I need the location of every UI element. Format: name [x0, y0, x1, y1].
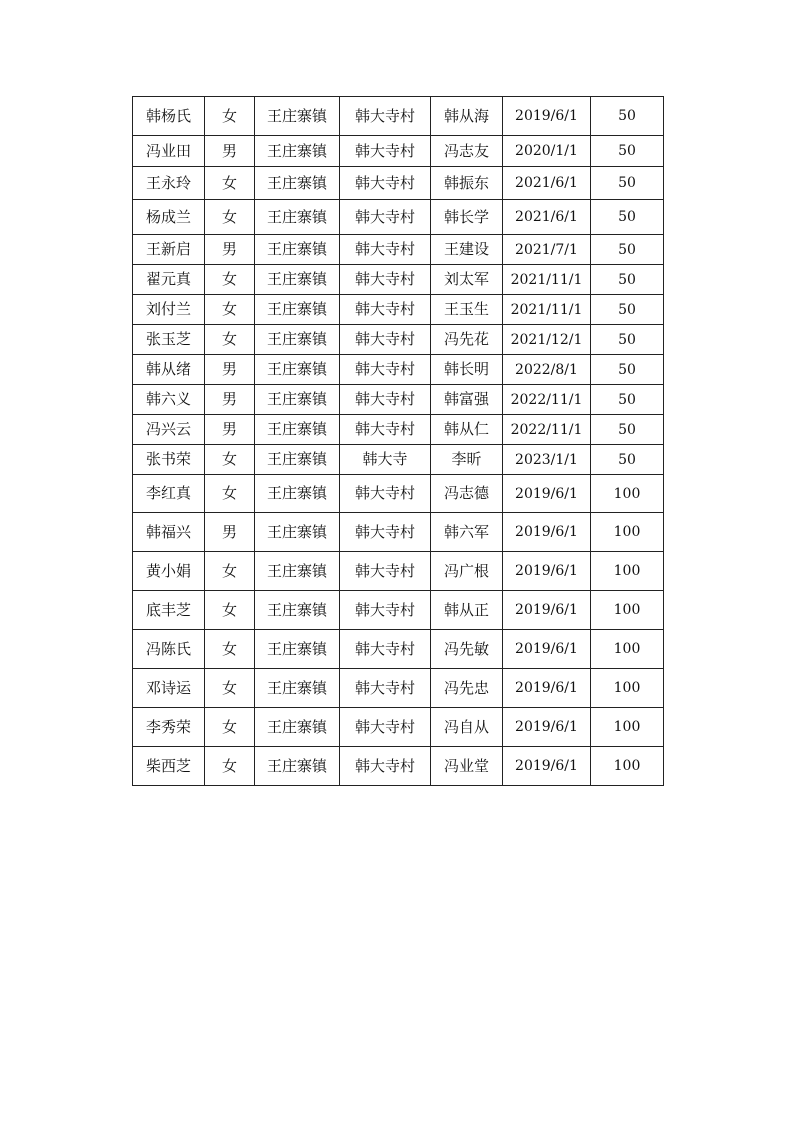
gender-cell: 男 — [205, 355, 255, 385]
village-cell: 韩大寺村 — [340, 415, 431, 445]
name-cell: 韩从绪 — [133, 355, 205, 385]
date-cell: 2023/1/1 — [503, 445, 591, 475]
gender-cell: 女 — [205, 708, 255, 747]
table-body — [133, 97, 664, 786]
name-cell: 冯陈氏 — [133, 630, 205, 669]
town-cell: 王庄寨镇 — [255, 325, 340, 355]
table-row — [133, 591, 664, 630]
contact-cell: 韩富强 — [431, 385, 503, 415]
amount-cell: 100 — [591, 513, 664, 552]
date-cell: 2019/6/1 — [503, 475, 591, 513]
name-cell: 冯业田 — [133, 136, 205, 167]
town-cell: 王庄寨镇 — [255, 630, 340, 669]
date-cell: 2021/6/1 — [503, 200, 591, 235]
table-row — [133, 708, 664, 747]
table-row — [133, 445, 664, 475]
date-cell: 2022/11/1 — [503, 385, 591, 415]
amount-cell: 50 — [591, 265, 664, 295]
village-cell: 韩大寺村 — [340, 167, 431, 200]
contact-cell: 韩六军 — [431, 513, 503, 552]
table-row — [133, 513, 664, 552]
amount-cell: 50 — [591, 136, 664, 167]
amount-cell: 100 — [591, 475, 664, 513]
name-cell: 李红真 — [133, 475, 205, 513]
name-cell: 翟元真 — [133, 265, 205, 295]
gender-cell: 女 — [205, 552, 255, 591]
contact-cell: 韩从正 — [431, 591, 503, 630]
date-cell: 2019/6/1 — [503, 513, 591, 552]
village-cell: 韩大寺村 — [340, 295, 431, 325]
village-cell: 韩大寺村 — [340, 235, 431, 265]
name-cell: 柴西芝 — [133, 747, 205, 786]
town-cell: 王庄寨镇 — [255, 708, 340, 747]
village-cell: 韩大寺村 — [340, 513, 431, 552]
town-cell: 王庄寨镇 — [255, 355, 340, 385]
town-cell: 王庄寨镇 — [255, 669, 340, 708]
village-cell: 韩大寺村 — [340, 630, 431, 669]
contact-cell: 冯志德 — [431, 475, 503, 513]
town-cell: 王庄寨镇 — [255, 200, 340, 235]
town-cell: 王庄寨镇 — [255, 747, 340, 786]
gender-cell: 女 — [205, 630, 255, 669]
amount-cell: 50 — [591, 167, 664, 200]
gender-cell: 男 — [205, 385, 255, 415]
gender-cell: 女 — [205, 265, 255, 295]
name-cell: 张书荣 — [133, 445, 205, 475]
town-cell: 王庄寨镇 — [255, 295, 340, 325]
village-cell: 韩大寺村 — [340, 97, 431, 136]
contact-cell: 冯先敏 — [431, 630, 503, 669]
village-cell: 韩大寺村 — [340, 669, 431, 708]
town-cell: 王庄寨镇 — [255, 385, 340, 415]
gender-cell: 女 — [205, 200, 255, 235]
date-cell: 2022/11/1 — [503, 415, 591, 445]
contact-cell: 冯志友 — [431, 136, 503, 167]
name-cell: 王新启 — [133, 235, 205, 265]
village-cell: 韩大寺村 — [340, 355, 431, 385]
contact-cell: 韩振东 — [431, 167, 503, 200]
amount-cell: 50 — [591, 235, 664, 265]
name-cell: 王永玲 — [133, 167, 205, 200]
table-row — [133, 630, 664, 669]
date-cell: 2019/6/1 — [503, 591, 591, 630]
table-row — [133, 552, 664, 591]
contact-cell: 冯业堂 — [431, 747, 503, 786]
amount-cell: 100 — [591, 552, 664, 591]
name-cell: 杨成兰 — [133, 200, 205, 235]
date-cell: 2019/6/1 — [503, 630, 591, 669]
town-cell: 王庄寨镇 — [255, 591, 340, 630]
contact-cell: 韩从仁 — [431, 415, 503, 445]
table-row — [133, 167, 664, 200]
name-cell: 邓诗运 — [133, 669, 205, 708]
date-cell: 2019/6/1 — [503, 97, 591, 136]
gender-cell: 女 — [205, 747, 255, 786]
table-row — [133, 415, 664, 445]
name-cell: 韩六义 — [133, 385, 205, 415]
village-cell: 韩大寺村 — [340, 265, 431, 295]
table-row — [133, 747, 664, 786]
contact-cell: 韩长明 — [431, 355, 503, 385]
village-cell: 韩大寺村 — [340, 475, 431, 513]
table-row — [133, 265, 664, 295]
name-cell: 黄小娟 — [133, 552, 205, 591]
date-cell: 2019/6/1 — [503, 747, 591, 786]
date-cell: 2019/6/1 — [503, 669, 591, 708]
contact-cell: 冯广根 — [431, 552, 503, 591]
gender-cell: 女 — [205, 295, 255, 325]
name-cell: 刘付兰 — [133, 295, 205, 325]
town-cell: 王庄寨镇 — [255, 235, 340, 265]
date-cell: 2021/11/1 — [503, 295, 591, 325]
name-cell: 李秀荣 — [133, 708, 205, 747]
contact-cell: 刘太军 — [431, 265, 503, 295]
table-row — [133, 235, 664, 265]
village-cell: 韩大寺村 — [340, 708, 431, 747]
table-row — [133, 669, 664, 708]
date-cell: 2021/7/1 — [503, 235, 591, 265]
date-cell: 2019/6/1 — [503, 708, 591, 747]
table-row — [133, 136, 664, 167]
gender-cell: 女 — [205, 591, 255, 630]
table-row — [133, 97, 664, 136]
table-row — [133, 475, 664, 513]
date-cell: 2020/1/1 — [503, 136, 591, 167]
town-cell: 王庄寨镇 — [255, 445, 340, 475]
gender-cell: 女 — [205, 669, 255, 708]
town-cell: 王庄寨镇 — [255, 475, 340, 513]
amount-cell: 50 — [591, 385, 664, 415]
contact-cell: 冯自从 — [431, 708, 503, 747]
town-cell: 王庄寨镇 — [255, 552, 340, 591]
name-cell: 底丰芝 — [133, 591, 205, 630]
village-cell: 韩大寺村 — [340, 200, 431, 235]
gender-cell: 男 — [205, 136, 255, 167]
amount-cell: 100 — [591, 591, 664, 630]
date-cell: 2019/6/1 — [503, 552, 591, 591]
amount-cell: 50 — [591, 200, 664, 235]
town-cell: 王庄寨镇 — [255, 513, 340, 552]
amount-cell: 100 — [591, 630, 664, 669]
village-cell: 韩大寺村 — [340, 591, 431, 630]
village-cell: 韩大寺村 — [340, 385, 431, 415]
contact-cell: 冯先忠 — [431, 669, 503, 708]
name-cell: 冯兴云 — [133, 415, 205, 445]
town-cell: 王庄寨镇 — [255, 136, 340, 167]
contact-cell: 韩从海 — [431, 97, 503, 136]
amount-cell: 100 — [591, 708, 664, 747]
gender-cell: 女 — [205, 97, 255, 136]
amount-cell: 50 — [591, 295, 664, 325]
contact-cell: 冯先花 — [431, 325, 503, 355]
contact-cell: 王建设 — [431, 235, 503, 265]
name-cell: 韩福兴 — [133, 513, 205, 552]
date-cell: 2021/6/1 — [503, 167, 591, 200]
town-cell: 王庄寨镇 — [255, 167, 340, 200]
village-cell: 韩大寺村 — [340, 747, 431, 786]
table-row — [133, 385, 664, 415]
amount-cell: 100 — [591, 669, 664, 708]
contact-cell: 韩长学 — [431, 200, 503, 235]
amount-cell: 50 — [591, 97, 664, 136]
name-cell: 韩杨氏 — [133, 97, 205, 136]
contact-cell: 李昕 — [431, 445, 503, 475]
date-cell: 2021/12/1 — [503, 325, 591, 355]
town-cell: 王庄寨镇 — [255, 265, 340, 295]
village-cell: 韩大寺村 — [340, 136, 431, 167]
table-row — [133, 355, 664, 385]
village-cell: 韩大寺村 — [340, 552, 431, 591]
date-cell: 2021/11/1 — [503, 265, 591, 295]
village-cell: 韩大寺 — [340, 445, 431, 475]
amount-cell: 50 — [591, 325, 664, 355]
amount-cell: 50 — [591, 355, 664, 385]
gender-cell: 男 — [205, 235, 255, 265]
gender-cell: 男 — [205, 513, 255, 552]
date-cell: 2022/8/1 — [503, 355, 591, 385]
amount-cell: 100 — [591, 747, 664, 786]
town-cell: 王庄寨镇 — [255, 415, 340, 445]
table-row — [133, 325, 664, 355]
name-cell: 张玉芝 — [133, 325, 205, 355]
gender-cell: 女 — [205, 167, 255, 200]
gender-cell: 男 — [205, 415, 255, 445]
gender-cell: 女 — [205, 325, 255, 355]
record-table — [132, 96, 664, 786]
amount-cell: 50 — [591, 415, 664, 445]
amount-cell: 50 — [591, 445, 664, 475]
gender-cell: 女 — [205, 475, 255, 513]
town-cell: 王庄寨镇 — [255, 97, 340, 136]
gender-cell: 女 — [205, 445, 255, 475]
table-row — [133, 295, 664, 325]
village-cell: 韩大寺村 — [340, 325, 431, 355]
contact-cell: 王玉生 — [431, 295, 503, 325]
table-row — [133, 200, 664, 235]
